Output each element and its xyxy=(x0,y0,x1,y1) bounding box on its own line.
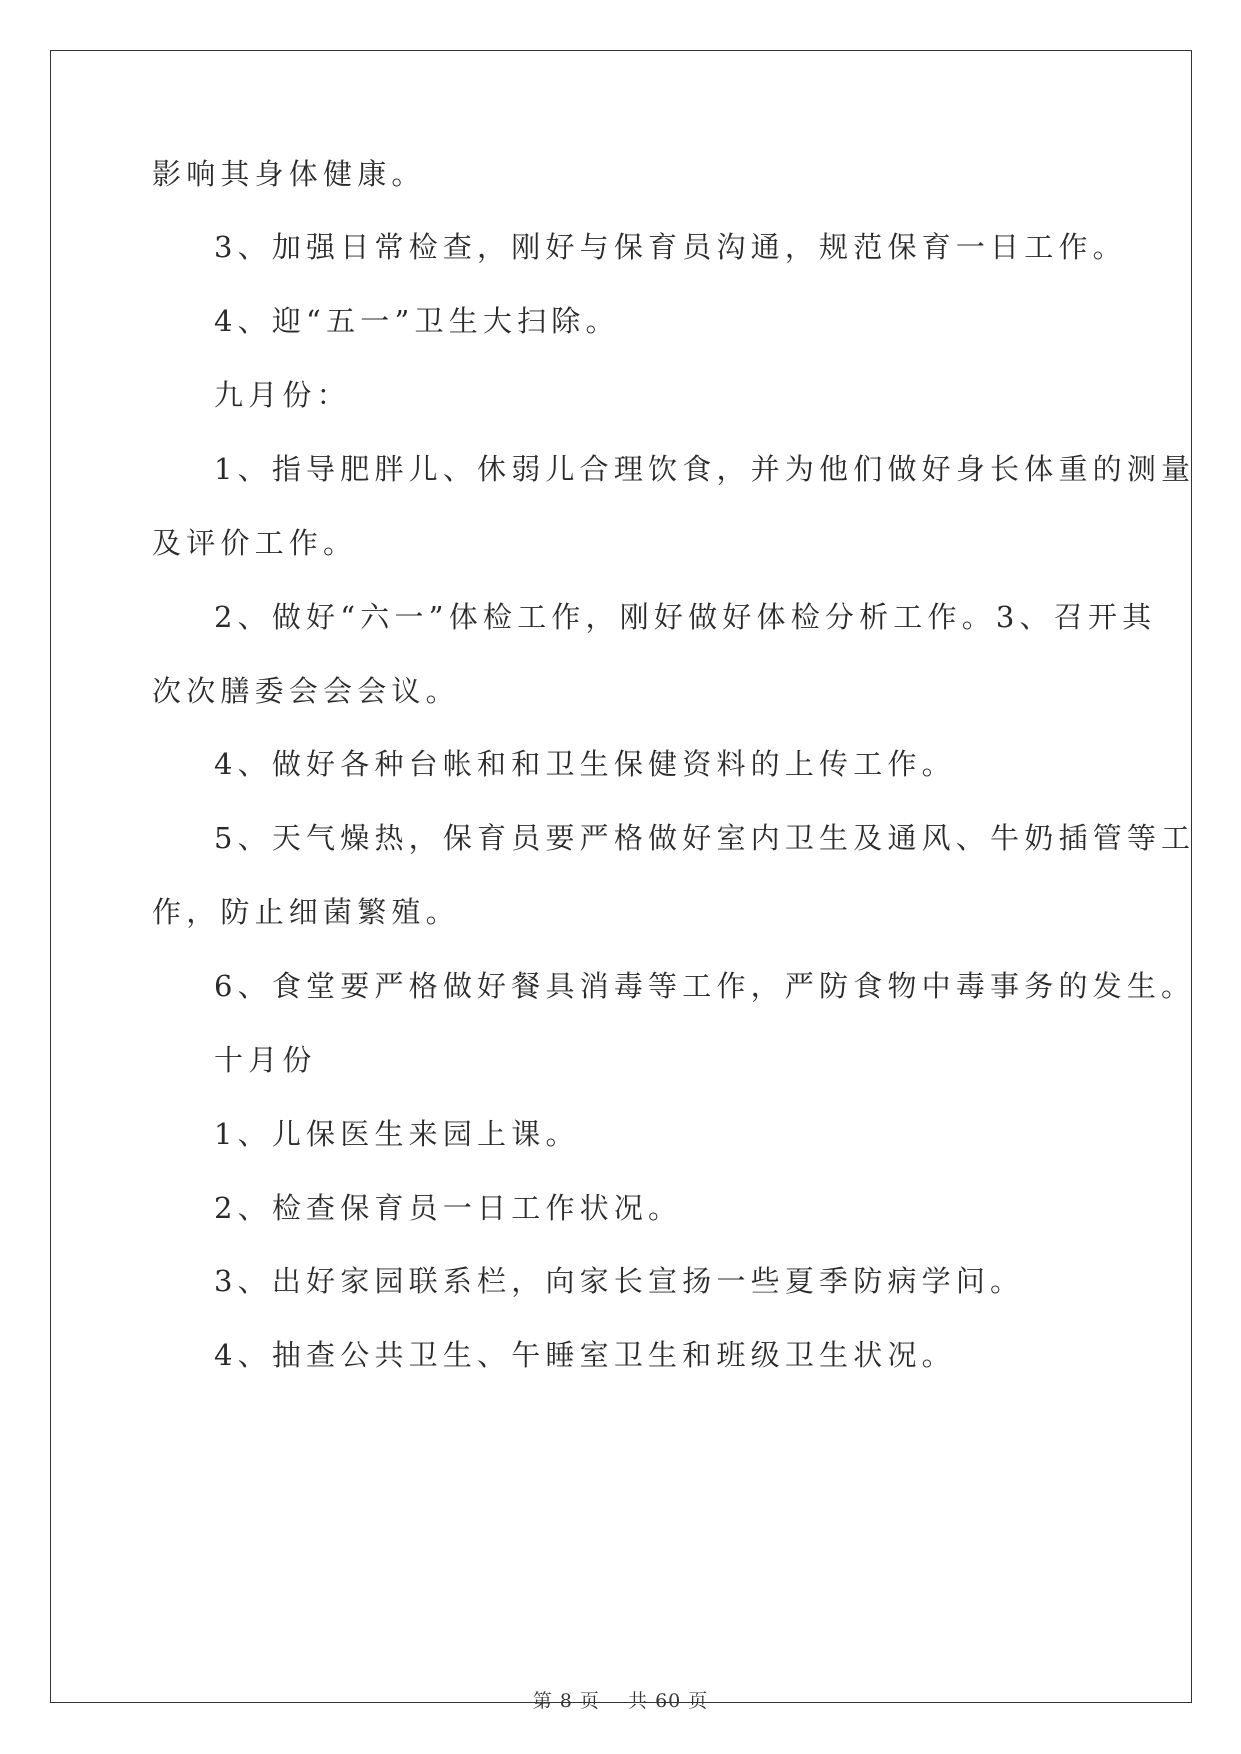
text-line: 次次膳委会会会议。 xyxy=(152,674,460,708)
text-line: 2、做好“六一”体检工作，刚好做好体检分析工作。3、召开其 xyxy=(214,600,1157,634)
page-footer xyxy=(0,1686,1241,1713)
text-line: 1、指导肥胖儿、休弱儿合理饮食，并为他们做好身长体重的测量 xyxy=(214,452,1196,486)
text-line: 2、检查保育员一日工作状况。 xyxy=(214,1191,683,1225)
text-line: 4、抽查公共卫生、午睡室卫生和班级卫生状况。 xyxy=(214,1338,956,1372)
text-line: 3、出好家园联系栏，向家长宣扬一些夏季防病学问。 xyxy=(214,1264,1025,1298)
section-heading: 九月份： xyxy=(214,378,351,412)
text-line: 及评价工作。 xyxy=(152,526,358,560)
text-line: 4、迎“五一”卫生大扫除。 xyxy=(214,304,620,338)
text-line: 6、食堂要严格做好餐具消毒等工作，严防食物中毒事务的发生。 xyxy=(214,969,1196,1003)
text-line: 3、加强日常检查，刚好与保育员沟通，规范保育一日工作。 xyxy=(214,230,1127,264)
text-line: 5、天气燥热，保育员要严格做好室内卫生及通风、牛奶插管等工 xyxy=(214,821,1196,855)
text-line: 作，防止细菌繁殖。 xyxy=(152,895,460,929)
text-line: 影响其身体健康。 xyxy=(152,157,426,191)
text-line: 4、做好各种台帐和和卫生保健资料的上传工作。 xyxy=(214,747,956,781)
page-number: 第 8 页 共 60 页 xyxy=(532,1690,709,1712)
page-border xyxy=(50,50,1192,1703)
section-heading: 十月份 xyxy=(214,1043,317,1077)
text-line: 1、儿保医生来园上课。 xyxy=(214,1117,580,1151)
